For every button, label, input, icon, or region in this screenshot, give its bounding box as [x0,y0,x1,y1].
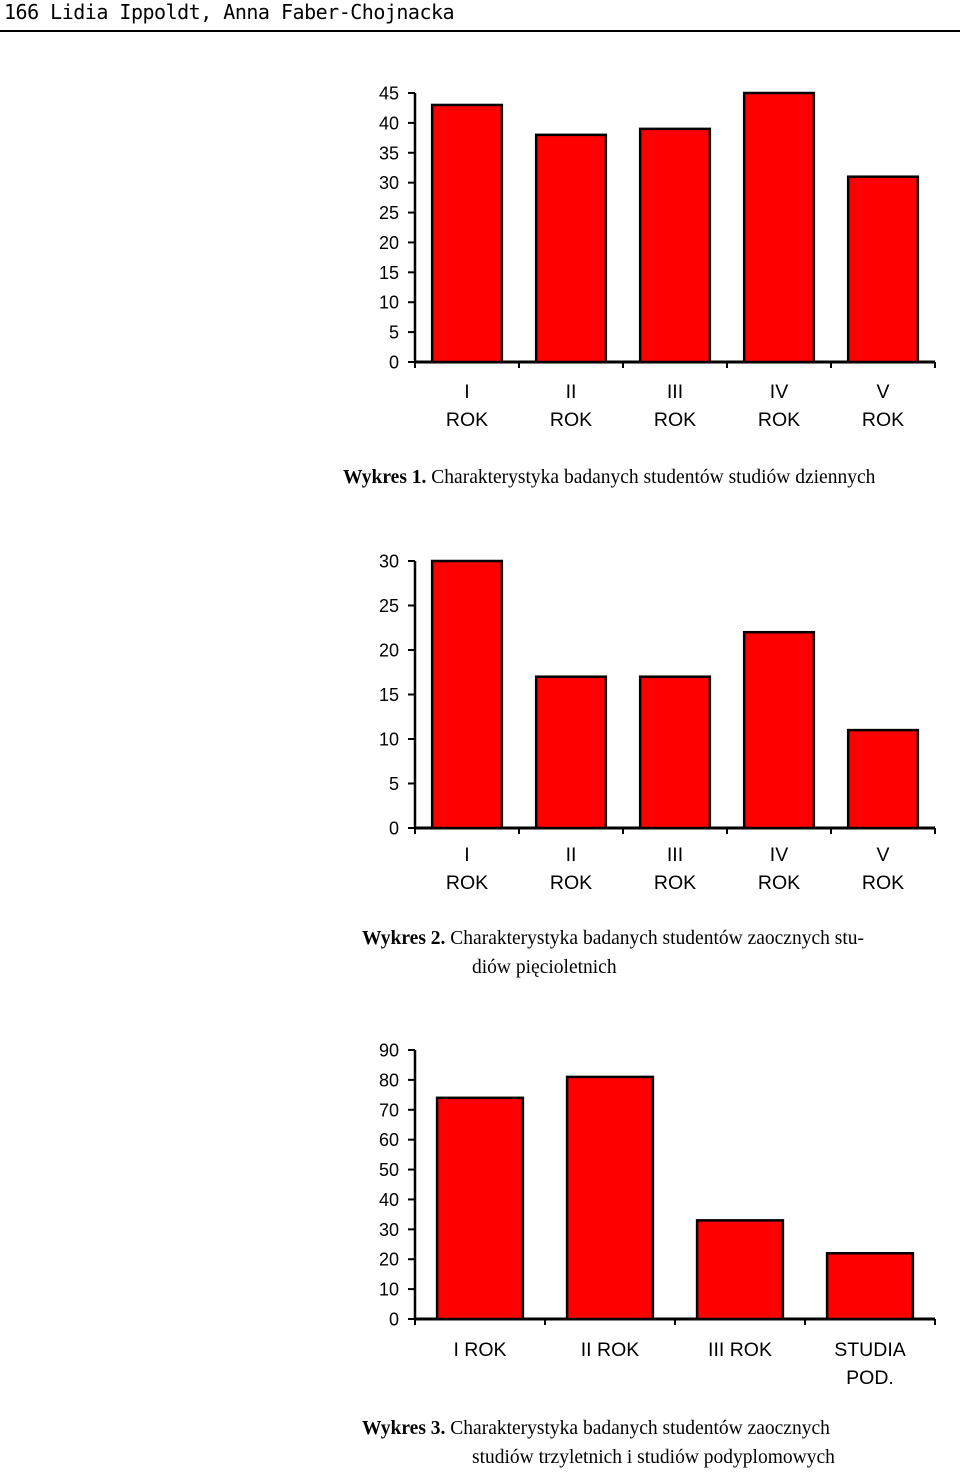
running-header: 166 Lidia Ippoldt, Anna Faber-Chojnacka [4,0,455,24]
category-label: STUDIA [834,1339,906,1361]
y-tick-label: 45 [378,83,399,104]
page-header [0,0,960,32]
category-label: II ROK [580,1339,640,1361]
caption-2-text-line1: Charakterystyka badanych studentów zaocznych stu- [450,928,864,949]
bar [744,632,814,828]
category-label: IV [769,381,789,403]
category-label: POD. [846,1367,894,1389]
caption-1-label: Wykres 1. [343,467,427,488]
chart-3 [0,1030,960,1400]
bar [744,93,814,362]
category-label: III [666,844,684,866]
category-label: ROK [445,872,489,894]
y-tick-label: 50 [378,1160,399,1181]
bar [567,1077,653,1319]
y-tick-label: 40 [378,1189,399,1210]
category-label: ROK [653,409,697,431]
y-tick-label: 20 [378,1249,399,1270]
bar [827,1253,913,1319]
category-label: II [565,381,577,403]
y-tick-label: 0 [388,818,399,839]
caption-2-text-line2: diów pięcioletnich [472,957,617,978]
y-tick-label: 15 [378,262,399,283]
y-tick-label: 40 [378,113,399,134]
y-tick-label: 30 [378,173,399,194]
category-label: ROK [757,409,801,431]
y-tick-label: 90 [378,1040,399,1061]
caption-3-text-line2: studiów trzyletnich i studiów podyplomowych [472,1447,835,1468]
bar [697,1220,783,1319]
caption-2 [362,924,864,982]
category-label: I [464,844,470,866]
y-tick-label: 10 [378,1279,399,1300]
category-label: ROK [861,872,905,894]
category-label: III [666,381,684,403]
bar [848,177,918,362]
y-tick-label: 5 [388,322,399,343]
bar [640,677,710,828]
y-tick-label: 30 [378,1219,399,1240]
y-tick-label: 25 [378,203,399,224]
category-label: ROK [653,872,697,894]
y-tick-label: 30 [378,551,399,572]
y-tick-label: 70 [378,1100,399,1121]
category-label: V [876,844,890,866]
bar [432,561,502,828]
y-tick-label: 0 [388,1309,399,1330]
category-label: IV [769,844,789,866]
category-label: I [464,381,470,403]
y-tick-label: 15 [378,685,399,705]
caption-1 [343,463,875,492]
category-label: ROK [549,409,593,431]
caption-3-text-line1: Charakterystyka badanych studentów zaocznych [450,1418,830,1439]
y-tick-label: 25 [378,596,399,616]
category-label: ROK [757,872,801,894]
bar [432,105,502,362]
y-tick-label: 5 [388,774,399,794]
y-tick-label: 80 [378,1070,399,1091]
y-tick-label: 35 [378,143,399,164]
chart-1 [0,80,960,520]
category-label: II [565,844,577,866]
category-label: ROK [549,872,593,894]
y-tick-label: 60 [378,1130,399,1151]
category-label: ROK [445,409,489,431]
category-label: V [876,381,890,403]
bar [536,135,606,362]
caption-3 [362,1414,835,1472]
caption-2-label: Wykres 2. [362,928,446,949]
y-tick-label: 20 [378,640,399,661]
category-label: I ROK [453,1339,507,1361]
bar [640,129,710,362]
y-tick-label: 20 [378,232,399,253]
y-tick-label: 10 [378,729,399,750]
caption-3-label: Wykres 3. [362,1418,446,1439]
bar [848,730,918,828]
category-label: ROK [861,409,905,431]
bar [437,1098,523,1319]
caption-1-text: Charakterystyka badanych studentów studiów dziennych [431,467,876,488]
chart-2 [0,545,960,905]
bar [536,677,606,828]
y-tick-label: 10 [378,292,399,313]
category-label: III ROK [708,1339,772,1361]
y-tick-label: 0 [388,352,399,373]
